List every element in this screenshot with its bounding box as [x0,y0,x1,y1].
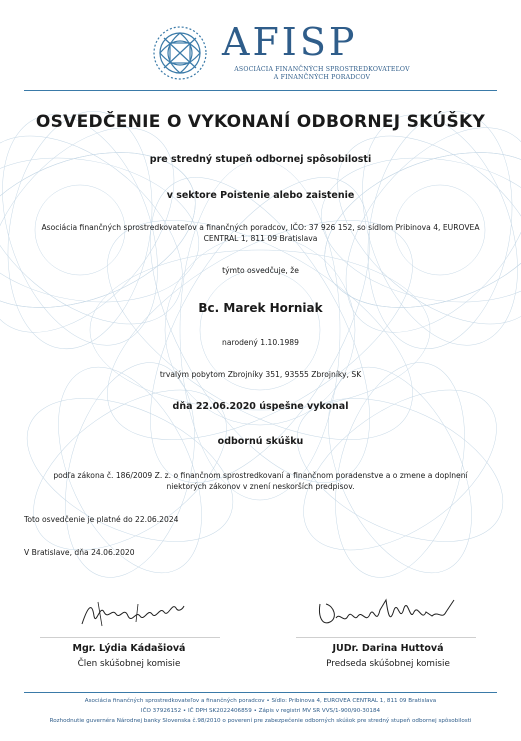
header [0,0,521,88]
issuer-line1: Asociácia finančných sprostredkovateľov a finančných poradcov, IČO: 37 926 152, so sídlom Pribinova 4, EUROVEA [41,223,480,232]
place-date: V Bratislave, dňa 24.06.2020 [24,548,135,557]
footer [0,696,521,726]
residence: trvalým pobytom Zbrojníky 351, 93555 Zbrojníky, SK [159,370,362,379]
certificate-title: OSVEDČENIE O VYKONANÍ ODBORNEJ SKÚŠKY [35,112,486,132]
signatory-name-2: JUDr. Darina Huttová [332,643,444,654]
footer-line3: Rozhodnutie guvernéra Národnej banky Slovenska č.98/2010 o poverení pre zabezpečenie odborných skúšok pre stredný stupeň odbornej spôsobilosti [49,718,472,724]
signatory-role-1: Člen skúšobnej komisie [77,659,181,669]
signatory-role-2: Predseda skúšobnej komisie [326,659,450,669]
competence-level: pre stredný stupeň odbornej spôsobilosti [149,154,372,165]
footer-line1: Asociácia finančných sprostredkovateľov a finančných poradcov • Sídlo: Pribinova 4, EUROVEA CENTRAL 1, 811 09 Bratislava [84,698,437,704]
exam-line: odbornú skúšku [217,436,304,447]
brand-subtitle-line2: A FINANČNÝCH PORADCOV [273,74,371,81]
brand-subtitle-line1: ASOCIÁCIA FINANČNÝCH SPROSTREDKOVATEĽOV [234,66,410,73]
certifies-line: týmto osvedčuje, že [222,266,299,275]
header-divider [24,90,497,91]
signature-huttova [316,596,466,630]
birth-date: narodený 1.10.1989 [222,338,299,347]
holder-name: Bc. Marek Horniak [198,301,323,315]
signature-line-right [296,637,476,638]
signatory-name-1: Mgr. Lýdia Kádašiová [72,643,186,654]
validity-text: Toto osvedčenie je platné do 22.06.2024 [24,515,179,524]
legal-basis [0,470,521,492]
legal-basis-line2: niektorých zákonov v znení neskorších predpisov. [166,482,355,491]
issuer-text [0,222,521,244]
exam-date-line: dňa 22.06.2020 úspešne vykonal [172,401,349,412]
footer-line2: IČO 37926152 • IČ DPH SK2022406859 • Zápis v registri MV SR VVS/1-900/90-30184 [140,708,381,714]
legal-basis-line1: podľa zákona č. 186/2009 Z. z. o finančnom sprostredkovaní a finančnom poradenstve a o zmene a doplnení [53,471,468,480]
issuer-line2: CENTRAL 1, 811 09 Bratislava [203,234,318,243]
sector-line: v sektore Poistenie alebo zaistenie [166,190,355,201]
signature-kadasiova [78,596,188,630]
signature-line-left [40,637,220,638]
brand-name: AFISP [222,20,358,64]
brand-subtitle [222,66,422,82]
afisp-logo-icon [150,24,210,82]
footer-divider [24,692,497,693]
